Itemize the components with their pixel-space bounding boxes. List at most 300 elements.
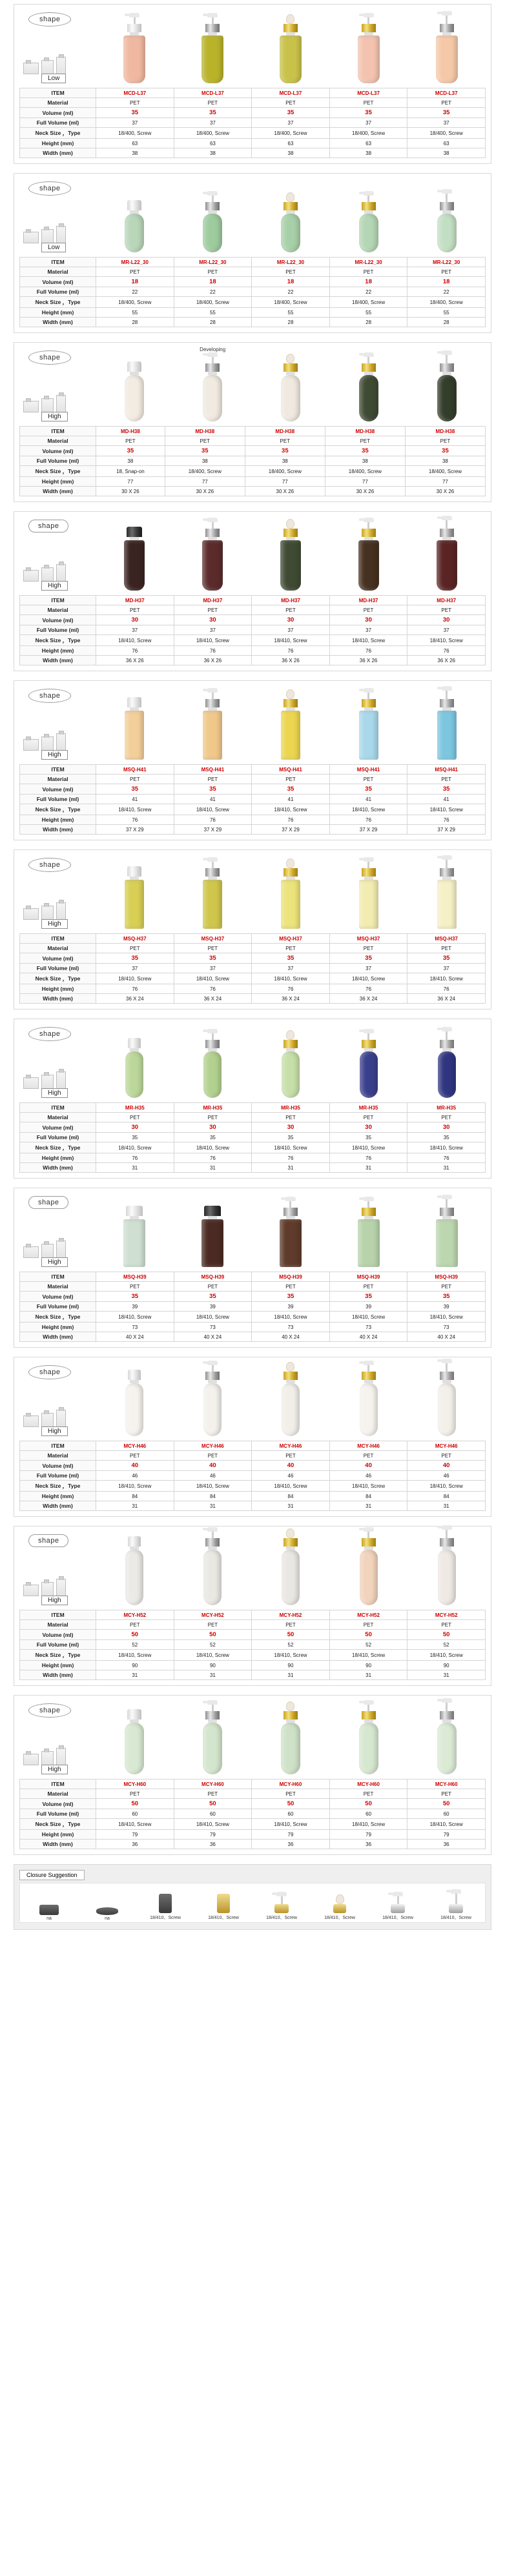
- bottle: [281, 1701, 300, 1774]
- row-header: Volume (ml): [20, 108, 96, 118]
- bottle-cell[interactable]: [411, 176, 482, 252]
- row-header: Height (mm): [20, 477, 96, 487]
- closure-item[interactable]: [20, 1887, 78, 1921]
- bottle-cell[interactable]: [255, 1191, 326, 1267]
- bottle-cell[interactable]: [333, 684, 404, 760]
- bottle-cell[interactable]: [411, 1529, 482, 1605]
- bottle-cell[interactable]: [333, 1529, 404, 1605]
- closure-art: [20, 1887, 78, 1915]
- table-row: [20, 98, 486, 108]
- bottle-cell[interactable]: [99, 1529, 170, 1605]
- size-icons: [23, 57, 66, 74]
- bottle-cell[interactable]: [255, 1360, 326, 1436]
- cell-neck: 18/410, Screw: [329, 973, 407, 984]
- cell-material: PET: [174, 1620, 252, 1630]
- cell-width: 36: [252, 1840, 330, 1849]
- bottle: [437, 189, 457, 252]
- cell-width: 40 X 24: [407, 1332, 486, 1342]
- bottle-row: [96, 1192, 486, 1268]
- cell-height: 73: [96, 1323, 174, 1332]
- bottle-cell[interactable]: [411, 684, 482, 760]
- sprayer-head-icon: [442, 516, 452, 520]
- sprayer-stem: [446, 860, 448, 868]
- closure-item[interactable]: [311, 1885, 369, 1921]
- cell-material: PET: [252, 605, 330, 615]
- closure-item[interactable]: [194, 1885, 252, 1921]
- cell-material: PET: [252, 1113, 330, 1122]
- collar: [440, 529, 454, 537]
- bottle: [125, 697, 144, 760]
- cell-volume: 50: [96, 1630, 174, 1640]
- bottle-cell[interactable]: [333, 1191, 404, 1267]
- bottle-cell[interactable]: [411, 514, 482, 591]
- bottle-cell[interactable]: [255, 1529, 326, 1605]
- row-header: Material: [20, 436, 96, 446]
- cell-height: 76: [96, 815, 174, 825]
- bottle-cell[interactable]: [255, 684, 326, 760]
- cell-item: MCY-H52: [174, 1610, 252, 1620]
- cell-width: 28: [407, 318, 486, 327]
- cell-item: MCY-H60: [252, 1780, 330, 1789]
- collar: [283, 699, 298, 707]
- bottle: [359, 191, 378, 252]
- cell-material: PET: [174, 605, 252, 615]
- bottle-cell[interactable]: [411, 1698, 482, 1774]
- bottle-cell[interactable]: [99, 514, 170, 591]
- table-row: [20, 287, 486, 297]
- table-row: [20, 615, 486, 625]
- bottle-outline-icon: [41, 1413, 54, 1427]
- pump-stem: [367, 357, 369, 363]
- bottle-cell[interactable]: [333, 853, 404, 929]
- spec-table: [19, 88, 486, 158]
- bottle-cell[interactable]: [411, 1360, 482, 1436]
- pump-stem: [367, 17, 369, 24]
- bottle-outline-icon: [56, 57, 66, 74]
- cell-item: MCY-H52: [96, 1610, 174, 1620]
- table-row: [20, 973, 486, 984]
- size-tag: High: [41, 1596, 68, 1605]
- bottle-cell[interactable]: [99, 1022, 170, 1098]
- collar: [440, 1208, 454, 1216]
- bottle-cell[interactable]: [333, 1698, 404, 1774]
- collar: [362, 1040, 376, 1048]
- cell-full_volume: 37: [252, 118, 330, 128]
- table-row: [20, 446, 486, 456]
- table-row: [20, 596, 486, 605]
- bottle-body: [125, 1383, 143, 1436]
- cell-volume: 50: [407, 1630, 486, 1640]
- cell-full_volume: 46: [252, 1471, 330, 1481]
- bottle-cell[interactable]: [411, 1191, 482, 1267]
- bottle-cell[interactable]: [177, 1360, 248, 1436]
- collar: [283, 1040, 298, 1048]
- pump-head-icon: [364, 857, 374, 862]
- bottle-cell[interactable]: [255, 514, 326, 591]
- bottle-cell[interactable]: [99, 1360, 170, 1436]
- collar: [283, 363, 298, 372]
- bottle-body: [282, 1383, 300, 1436]
- bottle: [125, 1709, 144, 1774]
- cell-height: 84: [96, 1492, 174, 1501]
- cell-width: 36 X 24: [252, 994, 330, 1004]
- bottle-outline-icon: [56, 733, 66, 751]
- product-block: [14, 1188, 491, 1348]
- pump-head-icon: [364, 1361, 374, 1365]
- cell-neck: 18/410, Screw: [329, 635, 407, 646]
- row-header: Neck Size ，Type: [20, 635, 96, 646]
- bottle-body: [125, 1723, 144, 1774]
- cell-item: MD-H38: [325, 427, 405, 436]
- closure-label: 18/410、Screw: [382, 1916, 413, 1920]
- bottle-outline-icon: [23, 232, 39, 243]
- bottle-cell[interactable]: [177, 684, 248, 760]
- table-row: [20, 1103, 486, 1113]
- table-row: [20, 1312, 486, 1323]
- bottle-cell[interactable]: [411, 7, 482, 83]
- cell-width: 36 X 24: [96, 994, 174, 1004]
- cell-full_volume: 35: [96, 1133, 174, 1142]
- cell-width: 31: [329, 1163, 407, 1173]
- collar: [362, 1538, 376, 1547]
- cell-width: 36 X 26: [329, 656, 407, 665]
- cell-width: 38: [407, 148, 486, 158]
- bottle-body: [125, 375, 144, 421]
- cell-height: 76: [96, 984, 174, 994]
- bottle-cell[interactable]: [177, 1529, 248, 1605]
- cell-height: 76: [407, 1153, 486, 1163]
- closure-item[interactable]: [252, 1885, 311, 1921]
- table-row: [20, 297, 486, 308]
- table-row: [20, 1799, 486, 1809]
- bottle: [360, 1361, 378, 1436]
- pump-head-icon: [285, 1197, 296, 1201]
- cell-neck: 18/410, Screw: [407, 1819, 486, 1830]
- bottle-body: [437, 375, 457, 421]
- pump-stem: [212, 693, 214, 699]
- cell-item: MSQ-H37: [329, 934, 407, 944]
- cell-neck: 18/410, Screw: [407, 804, 486, 815]
- cell-height: 63: [174, 139, 252, 148]
- bottle-cell[interactable]: [99, 1698, 170, 1774]
- bottle-cell[interactable]: [177, 176, 248, 252]
- row-header: Volume (ml): [20, 1461, 96, 1471]
- table-row: [20, 1142, 486, 1153]
- bottle-row: [96, 685, 486, 761]
- cell-height: 76: [252, 1153, 330, 1163]
- bottle-cell[interactable]: [411, 1022, 482, 1098]
- row-header: Neck Size ，Type: [20, 1481, 96, 1492]
- dropper-bulb-icon: [286, 192, 294, 202]
- cell-full_volume: 39: [174, 1302, 252, 1312]
- bottle: [358, 518, 379, 591]
- shape-badge: shape: [28, 1534, 68, 1547]
- row-header: Material: [20, 605, 96, 615]
- cell-volume: 30: [329, 615, 407, 625]
- cell-neck: 18/410, Screw: [252, 1481, 330, 1492]
- sprayer-head-icon: [442, 1698, 452, 1703]
- bottle-cell[interactable]: [177, 345, 248, 421]
- bottle-cell[interactable]: [255, 1022, 326, 1098]
- bottle-cell[interactable]: [99, 684, 170, 760]
- bottle-cell[interactable]: [177, 1698, 248, 1774]
- bottle-cell[interactable]: [333, 345, 404, 421]
- bottle-cell[interactable]: [255, 176, 326, 252]
- cell-full_volume: 60: [174, 1809, 252, 1819]
- cell-item: MR-H35: [329, 1103, 407, 1113]
- cell-neck: 18/410, Screw: [174, 1312, 252, 1323]
- pump-stem: [212, 1365, 214, 1372]
- bottle-cell[interactable]: [177, 853, 248, 929]
- bottle-cell[interactable]: [99, 1191, 170, 1267]
- bottle-cell[interactable]: [177, 1022, 248, 1098]
- cell-item: MSQ-H39: [329, 1272, 407, 1282]
- collar: [205, 529, 220, 537]
- shape-badge: shape: [28, 1365, 71, 1379]
- table-row: [20, 427, 486, 436]
- cell-volume: 40: [96, 1461, 174, 1471]
- cell-neck: 18/400, Screw: [174, 128, 252, 139]
- cell-item: MR-L22_30: [174, 258, 252, 267]
- cell-neck: 18/410, Screw: [96, 1650, 174, 1661]
- closure-label: 18/410、Screw: [150, 1916, 181, 1920]
- bottle-outline-icon: [41, 1244, 54, 1258]
- cell-width: 37 X 29: [174, 825, 252, 835]
- cell-item: MCY-H52: [407, 1610, 486, 1620]
- table-row: [20, 1461, 486, 1471]
- cell-neck: 18/410, Screw: [174, 973, 252, 984]
- collar: [283, 1711, 298, 1719]
- table-row: [20, 1809, 486, 1819]
- size-icons: [23, 1071, 66, 1089]
- cell-volume: 35: [407, 953, 486, 964]
- bottle-outline-icon: [41, 736, 54, 751]
- cell-full_volume: 46: [174, 1471, 252, 1481]
- spec-table: [19, 595, 486, 665]
- cell-height: 79: [407, 1830, 486, 1840]
- cell-height: 77: [96, 477, 165, 487]
- cell-item: MSQ-H37: [252, 934, 330, 944]
- table-row: [20, 436, 486, 446]
- sprayer-stem: [446, 355, 448, 363]
- size-icons: [23, 733, 66, 751]
- table-row: [20, 1492, 486, 1501]
- cell-material: PET: [96, 267, 174, 277]
- pump-stem: [212, 17, 214, 24]
- cell-width: 30 X 26: [325, 487, 405, 496]
- row-header: Full Volume (ml): [20, 1471, 96, 1481]
- cell-height: 77: [405, 477, 485, 487]
- pump-stem: [212, 1532, 214, 1538]
- table-row: [20, 994, 486, 1004]
- bottle-cell[interactable]: [99, 176, 170, 252]
- cell-material: PET: [96, 1620, 174, 1630]
- collar: [205, 363, 220, 372]
- cell-material: PET: [407, 1113, 486, 1122]
- bottle: [437, 350, 457, 421]
- bottle-cell[interactable]: [177, 7, 248, 83]
- cell-material: PET: [96, 1451, 174, 1461]
- row-header: Width (mm): [20, 487, 96, 496]
- cell-material: PET: [329, 1620, 407, 1630]
- cell-material: PET: [252, 1451, 330, 1461]
- cell-width: 31: [329, 1670, 407, 1680]
- bottle-body: [360, 1550, 378, 1605]
- bottle: [125, 1536, 143, 1605]
- bottle-body: [203, 1383, 222, 1436]
- bottle-outline-icon: [23, 908, 39, 920]
- bottle-cell[interactable]: [333, 176, 404, 252]
- bottle-cell[interactable]: [255, 1698, 326, 1774]
- bottle-body: [203, 1550, 222, 1605]
- table-row: [20, 1650, 486, 1661]
- cell-volume: 50: [174, 1799, 252, 1809]
- bottle-body: [438, 1550, 456, 1605]
- bottle-cell[interactable]: [99, 853, 170, 929]
- bottle-outline-icon: [56, 1241, 66, 1258]
- table-row: [20, 318, 486, 327]
- screw-cap-icon: [127, 866, 141, 877]
- bottle-cell[interactable]: [333, 7, 404, 83]
- cell-neck: 18/410, Screw: [252, 635, 330, 646]
- pump-head-icon: [207, 857, 218, 862]
- bottle-outline-icon: [56, 1579, 66, 1596]
- cell-height: 76: [329, 1153, 407, 1163]
- cell-volume: 35: [96, 1292, 174, 1302]
- product-block: [14, 1357, 491, 1517]
- pump-head-icon: [207, 352, 218, 357]
- cell-neck: 18/410, Screw: [252, 1312, 330, 1323]
- cell-width: 31: [329, 1501, 407, 1511]
- collar: [362, 363, 376, 372]
- bottle-cell[interactable]: [333, 1360, 404, 1436]
- spec-table: [19, 764, 486, 835]
- bottle: [282, 1362, 300, 1436]
- table-row: [20, 1113, 486, 1122]
- row-header: Width (mm): [20, 656, 96, 665]
- cell-full_volume: 38: [165, 456, 245, 466]
- cell-volume: 18: [174, 277, 252, 287]
- cell-width: 38: [252, 148, 330, 158]
- bottle-cell[interactable]: [255, 7, 326, 83]
- cell-width: 31: [252, 1670, 330, 1680]
- size-tag: High: [41, 1426, 68, 1436]
- bottle-body: [436, 1219, 458, 1267]
- row-header: Neck Size ，Type: [20, 297, 96, 308]
- bottle-cell[interactable]: [255, 345, 326, 421]
- cell-material: PET: [174, 1789, 252, 1799]
- collar: [283, 1538, 298, 1547]
- table-row: [20, 1819, 486, 1830]
- row-header: Neck Size ，Type: [20, 1819, 96, 1830]
- bottle-outline-icon: [41, 1075, 54, 1089]
- cell-volume: 35: [407, 1292, 486, 1302]
- silver-sprayer-icon: [449, 1889, 463, 1913]
- table-row: [20, 775, 486, 784]
- bottle-cell[interactable]: [99, 345, 170, 421]
- closure-item[interactable]: [78, 1887, 136, 1921]
- cell-height: 77: [245, 477, 325, 487]
- cell-full_volume: 41: [96, 795, 174, 804]
- bottle-cell[interactable]: [99, 7, 170, 83]
- row-header: ITEM: [20, 1103, 96, 1113]
- cell-neck: 18/410, Screw: [96, 973, 174, 984]
- cell-item: MCY-H46: [329, 1441, 407, 1451]
- pump-head-icon: [207, 13, 218, 17]
- row-header: ITEM: [20, 1441, 96, 1451]
- dropper-bulb-icon: [286, 1030, 294, 1040]
- bottle-body: [281, 375, 300, 421]
- bottle-cell[interactable]: [333, 1022, 404, 1098]
- closure-label: 18/410、Screw: [324, 1916, 355, 1920]
- cell-volume: 35: [96, 108, 174, 118]
- cell-neck: 18/410, Screw: [407, 635, 486, 646]
- cell-item: MSQ-H41: [252, 765, 330, 775]
- shape-legend: [19, 1530, 96, 1607]
- size-icons: [23, 395, 66, 412]
- collar: [362, 529, 376, 537]
- bottle-cell[interactable]: [411, 853, 482, 929]
- cell-volume: 50: [174, 1630, 252, 1640]
- bottle-body: [359, 711, 378, 760]
- cell-item: MCD-L37: [252, 88, 330, 98]
- table-row: [20, 1481, 486, 1492]
- cell-height: 55: [96, 308, 174, 318]
- row-header: Full Volume (ml): [20, 1302, 96, 1312]
- cell-volume: 35: [407, 108, 486, 118]
- cell-volume: 50: [329, 1630, 407, 1640]
- closure-item[interactable]: [369, 1885, 427, 1921]
- cell-width: 36 X 24: [407, 994, 486, 1004]
- bottle: [359, 688, 378, 760]
- screw-cap-icon: [127, 361, 141, 372]
- table-row: [20, 1471, 486, 1481]
- bottle-body: [125, 214, 144, 252]
- bottle-cell[interactable]: [333, 514, 404, 591]
- bottle-cell[interactable]: [411, 345, 482, 421]
- row-header: Height (mm): [20, 984, 96, 994]
- cell-item: MSQ-H37: [174, 934, 252, 944]
- row-header: Material: [20, 98, 96, 108]
- cell-material: PET: [96, 775, 174, 784]
- bottle: [280, 1197, 302, 1267]
- table-row: [20, 1153, 486, 1163]
- cell-material: PET: [165, 436, 245, 446]
- row-header: Neck Size ，Type: [20, 804, 96, 815]
- bottle-outline-icon: [41, 229, 54, 243]
- screw-cap-icon: [128, 1370, 141, 1380]
- cell-volume: 35: [174, 108, 252, 118]
- bottle-cell[interactable]: [177, 514, 248, 591]
- row-header: Neck Size ，Type: [20, 1650, 96, 1661]
- bottle-cell[interactable]: [255, 853, 326, 929]
- cell-item: MR-L22_30: [96, 258, 174, 267]
- row-header: Full Volume (ml): [20, 287, 96, 297]
- cell-neck: 18/400, Screw: [405, 466, 485, 477]
- block-visual-row: [19, 177, 486, 254]
- dropper-bulb-icon: [286, 14, 294, 24]
- bottle-row: [96, 347, 486, 423]
- closure-item[interactable]: [136, 1885, 194, 1921]
- bottle-body: [358, 35, 380, 83]
- row-header: Full Volume (ml): [20, 795, 96, 804]
- sprayer-head-icon: [442, 686, 452, 691]
- closure-item[interactable]: [427, 1885, 485, 1921]
- cell-height: 90: [96, 1661, 174, 1670]
- bottle-cell[interactable]: [177, 1191, 248, 1267]
- bottle-row: [96, 1699, 486, 1776]
- table-row: [20, 1323, 486, 1332]
